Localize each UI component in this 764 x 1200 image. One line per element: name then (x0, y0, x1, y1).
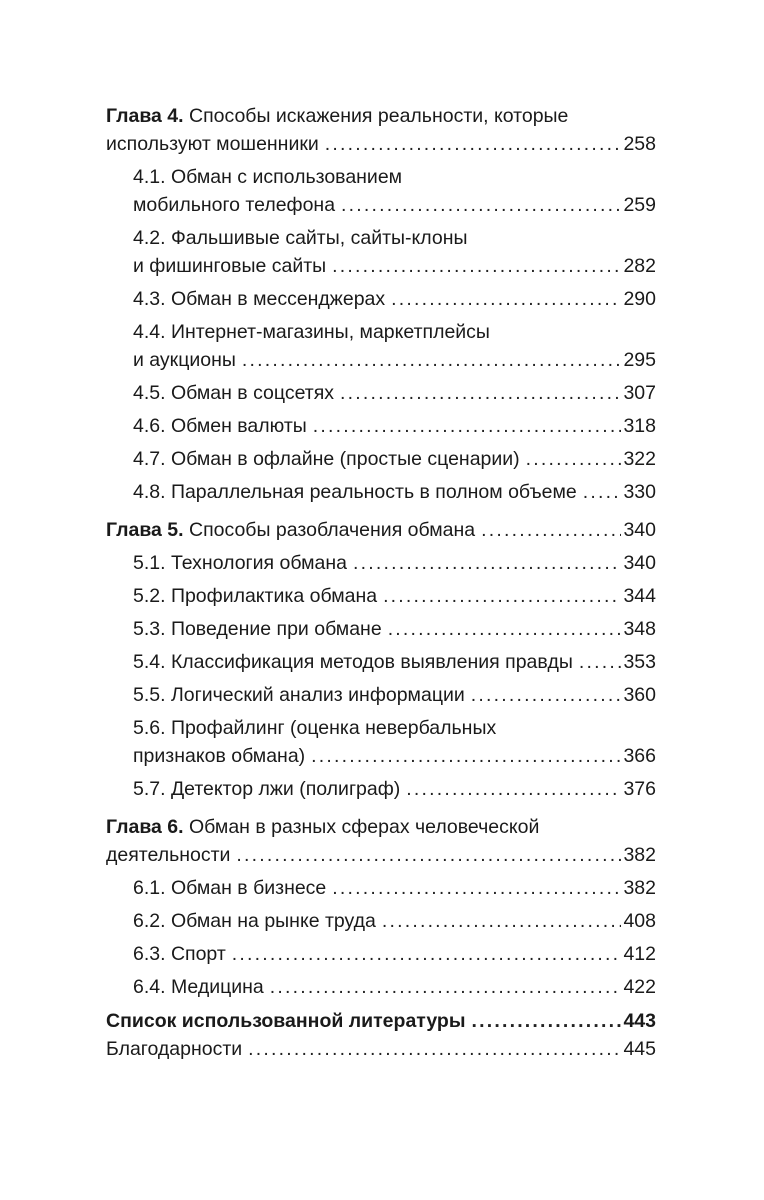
toc-row (106, 1007, 656, 1035)
toc-row (133, 973, 656, 1001)
leader-dots (340, 379, 621, 407)
page-number: 307 (623, 382, 656, 404)
page-number: 330 (623, 481, 656, 503)
toc-section-4-8 (106, 478, 656, 506)
toc-section-4-6 (106, 412, 656, 440)
chapter-label: Глава 5. (106, 519, 184, 541)
toc-section-6-3 (106, 940, 656, 968)
toc-row (133, 907, 656, 935)
leader-dots (382, 907, 622, 935)
leader-dots (270, 973, 622, 1001)
toc-row (106, 1035, 656, 1063)
chapter-label: Глава 4. (106, 105, 184, 127)
toc-row (106, 841, 656, 869)
toc-row (133, 582, 656, 610)
toc-row (133, 191, 656, 219)
section-title: 6.3. Спорт (133, 943, 226, 965)
page-number: 443 (623, 1010, 656, 1032)
section-title: 4.7. Обман в офлайне (простые сценарии) (133, 448, 520, 470)
toc-row (133, 549, 656, 577)
toc-row (106, 516, 656, 544)
leader-dots (332, 252, 621, 280)
leader-dots (341, 191, 621, 219)
section-title: 4.8. Параллельная реальность в полном объеме (133, 481, 577, 503)
leader-dots (313, 412, 622, 440)
chapter-title: Глава 5. Способы разоблачения обмана (106, 519, 476, 541)
bibliography-title: Список использованной литературы (106, 1010, 466, 1032)
page-number: 340 (623, 552, 656, 574)
toc-section-6-2 (106, 907, 656, 935)
toc-row (133, 874, 656, 902)
leader-dots (406, 775, 621, 803)
section-title-line2: и аукционы (133, 349, 236, 371)
toc-section-5-5 (106, 681, 656, 709)
toc-row (133, 940, 656, 968)
section-title: 5.4. Классификация методов выявления правды (133, 651, 573, 673)
leader-dots (471, 681, 622, 709)
table-of-contents (106, 102, 656, 1063)
toc-section-4-2 (106, 224, 656, 280)
leader-dots (526, 445, 622, 473)
leader-dots (471, 1007, 621, 1035)
toc-row (106, 130, 656, 158)
page-number: 353 (623, 651, 656, 673)
acknowledgments-title: Благодарности (106, 1038, 243, 1060)
toc-section-5-1 (106, 549, 656, 577)
page-number: 322 (623, 448, 656, 470)
section-title: 5.7. Детектор лжи (полиграф) (133, 778, 401, 800)
page-number: 412 (623, 943, 656, 965)
section-title-line1: 4.1. Обман с использованием (133, 166, 403, 188)
page-number: 360 (623, 684, 656, 706)
toc-section-6-1 (106, 874, 656, 902)
section-title-line2: признаков обмана) (133, 745, 306, 767)
page-number: 366 (623, 745, 656, 767)
page-number: 408 (623, 910, 656, 932)
section-title: 5.2. Профилактика обмана (133, 585, 378, 607)
toc-chapter-6 (106, 813, 656, 869)
toc-row (133, 379, 656, 407)
leader-dots (353, 549, 621, 577)
section-title: 5.3. Поведение при обмане (133, 618, 382, 640)
toc-row (133, 412, 656, 440)
section-title: 6.4. Медицина (133, 976, 264, 998)
page-number: 295 (623, 349, 656, 371)
toc-section-4-7 (106, 445, 656, 473)
section-title-line2: мобильного телефона (133, 194, 336, 216)
toc-section-4-1 (106, 163, 656, 219)
toc-row (133, 346, 656, 374)
toc-section-6-4 (106, 973, 656, 1001)
section-title-line1: 4.2. Фальшивые сайты, сайты-клоны (133, 227, 468, 249)
toc-chapter-4 (106, 102, 656, 158)
section-title-line2: и фишинговые сайты (133, 255, 327, 277)
page-number: 344 (623, 585, 656, 607)
toc-row (133, 742, 656, 770)
page-number: 382 (623, 844, 656, 866)
page-number: 445 (623, 1038, 656, 1060)
page-number: 340 (623, 519, 656, 541)
page-number: 376 (623, 778, 656, 800)
page-number: 422 (623, 976, 656, 998)
leader-dots (583, 478, 622, 506)
toc-acknowledgments (106, 1035, 656, 1063)
toc-row (133, 285, 656, 313)
chapter-title-line2: деятельности (106, 844, 231, 866)
toc-section-5-7 (106, 775, 656, 803)
leader-dots (242, 346, 622, 374)
leader-dots (236, 841, 621, 869)
section-title: 5.1. Технология обмана (133, 552, 347, 574)
page-number: 382 (623, 877, 656, 899)
leader-dots (383, 582, 621, 610)
leader-dots (325, 130, 622, 158)
section-title: 4.6. Обмен валюты (133, 415, 307, 437)
page-number: 258 (623, 133, 656, 155)
chapter-title-line1: Глава 6. Обман в разных сферах человеческой (106, 816, 540, 838)
toc-section-4-4 (106, 318, 656, 374)
leader-dots (248, 1035, 621, 1063)
toc-section-4-5 (106, 379, 656, 407)
page-number: 259 (623, 194, 656, 216)
leader-dots (232, 940, 622, 968)
toc-bibliography (106, 1007, 656, 1035)
toc-row (133, 478, 656, 506)
toc-section-4-3 (106, 285, 656, 313)
page-number: 282 (623, 255, 656, 277)
toc-row (133, 775, 656, 803)
leader-dots (332, 874, 621, 902)
leader-dots (391, 285, 621, 313)
chapter-title-line2: используют мошенники (106, 133, 319, 155)
toc-row (133, 252, 656, 280)
leader-dots (481, 516, 621, 544)
page-number: 290 (623, 288, 656, 310)
toc-chapter-5 (106, 516, 656, 544)
toc-row (133, 445, 656, 473)
section-title: 4.3. Обман в мессенджерах (133, 288, 386, 310)
leader-dots (388, 615, 622, 643)
toc-section-5-2 (106, 582, 656, 610)
section-title-line1: 5.6. Профайлинг (оценка невербальных (133, 717, 497, 739)
page-number: 318 (623, 415, 656, 437)
chapter-label: Глава 6. (106, 816, 184, 838)
toc-row (133, 648, 656, 676)
leader-dots (579, 648, 622, 676)
section-title: 6.2. Обман на рынке труда (133, 910, 376, 932)
leader-dots (311, 742, 621, 770)
section-title-line1: 4.4. Интернет-магазины, маркетплейсы (133, 321, 490, 343)
section-title: 4.5. Обман в соцсетях (133, 382, 335, 404)
toc-row (133, 615, 656, 643)
toc-section-5-4 (106, 648, 656, 676)
toc-section-5-3 (106, 615, 656, 643)
section-title: 5.5. Логический анализ информации (133, 684, 465, 706)
page-number: 348 (623, 618, 656, 640)
toc-row (133, 681, 656, 709)
toc-section-5-6 (106, 714, 656, 770)
section-title: 6.1. Обман в бизнесе (133, 877, 327, 899)
chapter-title-line1: Глава 4. Способы искажения реальности, которые (106, 105, 569, 127)
